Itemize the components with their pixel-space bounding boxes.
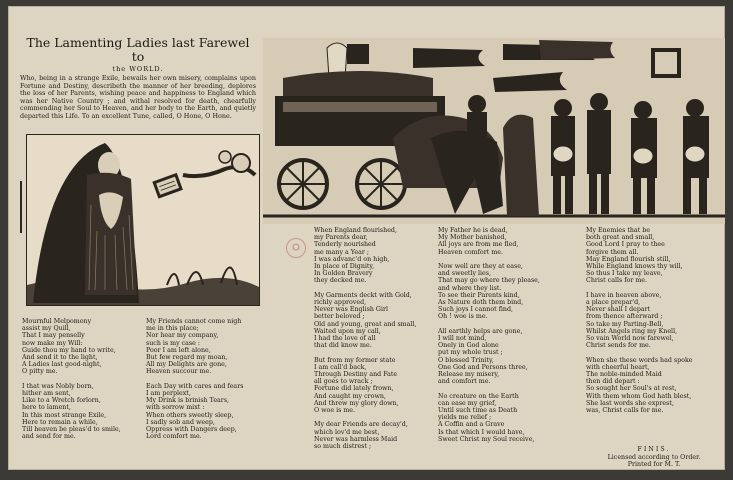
verse-column-5: My Enemies that be both great and small, Good Lord I pray to thee forgive them all. May England flourish still, While England knows thy will, So thus I take my leave, Christ calls for me. I have in heaven above, a place prepar'd, Never shall I depart from thence afterward ; So take my Parting-Bell, Whilst Angels ring my Knell, So vain World now farewel, Christ sends for me. When she these words had spoke with cheerful heart, The noble-minded Maid then did depart : So sought her Soul's at rest, With them whom God hath blest, She last words she exprest, was, Christ calls for me. (586, 227, 693, 415)
ballad-subtitle: the WORLD. (112, 65, 164, 73)
woodcut-mourning-lady (26, 134, 260, 306)
verse-column-1: Mournful Melpomony assist my Quill, That I may penselly now make my Will: Guide thou my hand to write, And send it to the light, A Ladies last good-night, O pitty me. I that was Nobly born, hither am sent, Like to a Wretch forlorn, here to lament, In this most strange Exile, Here to remain a while, Till heaven be pleas'd to smile, and send for me. (22, 318, 121, 441)
colophon (586, 446, 722, 469)
verse-column-3: When England flourished, my Parents dear, Tenderly nourished me many a Year ; I was advanc'd on high, In place of Dignity, In Golden Bravery they decked me. My Garments deckt with Gold, richly approved, Never was English Girl better beloved ; Old and young, great and small, Waited upon my call, I had the love of all that did know me. But from my former state I am call'd back, Through Destiny and Fate all goes to wrack ; Fortune did lately frown, And caught my crown, And threw my glory down, O woe is me. My dear Friends are decay'd, which lov'd me best, Never was harmless Maid so much distrest ; (314, 227, 417, 451)
ballad-title: The Lamenting Ladies last Farewel to (26, 35, 250, 64)
ballad-description: Who, being in a strange Exile, bewails her own misery, complains upon Fortune and Destiny, describeth the manner of her breeding, deplores the loss of her Parents, wishing peace and happiness to England which was her Native Country ; and withal resolved for death, chearfully commending her Soul to Heaven, and her body to the Earth, and quietly departed this Life. To an excellent Tune, called, O Hone, O Hone. (20, 74, 256, 120)
verse-column-4: My Father he is dead, My Mother banished, All joys are from me fled, Heaven comfort me. Now well are they at ease, and sweetly lies, That may go where they please, and where they list. To see their Parents kind, As Nature doth them bind, Such joys I cannot find, Oh ! woe is me. All earthly helps are gone, I will not mind, Onely in God alone put my whole trust ; O blessed Trinity, One God and Persons three, Release my misery, and comfort me. No creature on the Earth can ease my grief, Until such time as Death yields me relief ; A Coffin and a Grave Is that which I would have, Sweet Christ my Soul receive, (438, 227, 540, 443)
title-block (20, 36, 256, 121)
license-line: Licensed according to Order. (607, 453, 701, 461)
broadside-sheet (8, 6, 725, 470)
finis-label: FINIS. (637, 446, 671, 453)
woodcut-procession (263, 38, 725, 224)
verse-column-2: My Friends cannot come nigh me in this place; Nor hear my company, such is my case : Poor I am left alone, But few regard my moan, All my Delights are gone, Heaven succour me. Each Day with cares and fears I am perplext, My Drink is brinish Tears, with sorrow mixt : When others sweetly sleep, I sadly sob and weep, Oppress with Dangers deep, Lord comfort me. (146, 318, 244, 441)
printer-line: Printed for M. T. (627, 461, 681, 468)
library-stamp (286, 238, 306, 258)
margin-rule (20, 181, 22, 233)
